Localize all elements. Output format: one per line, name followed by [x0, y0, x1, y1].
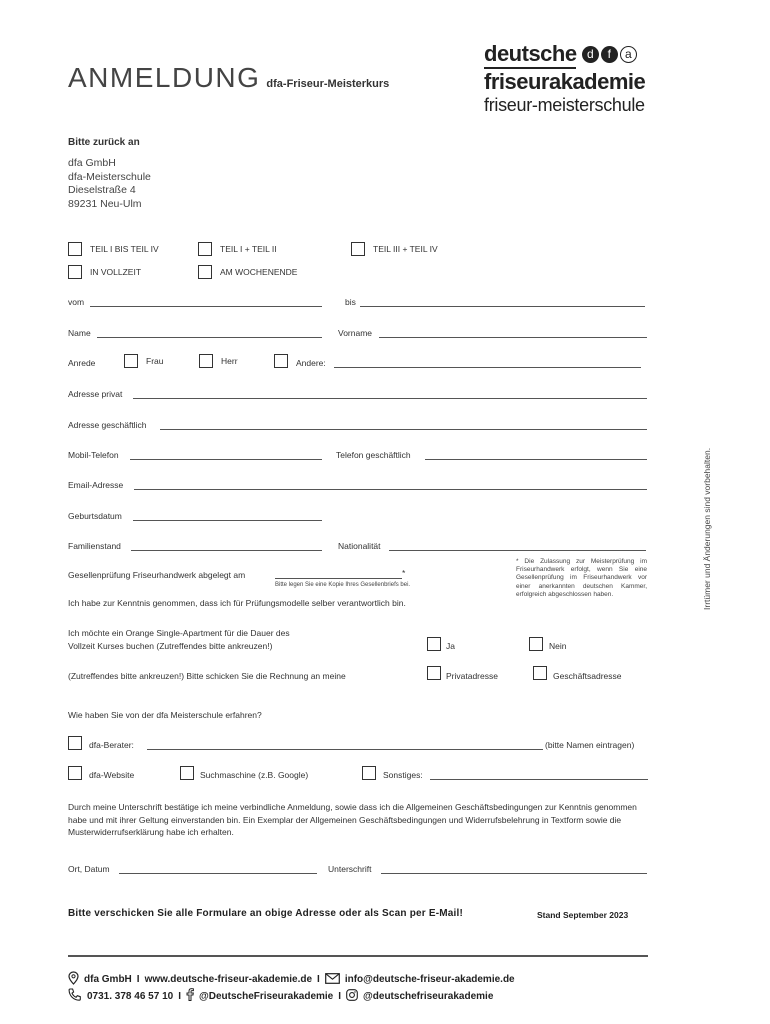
address-line: 89231 Neu-Ulm [68, 197, 142, 210]
footer-phone[interactable]: 0731. 378 46 57 10 [87, 990, 174, 1002]
bis-label: bis [345, 297, 356, 307]
logo-letter-f: f [601, 46, 618, 63]
footer-facebook-link[interactable]: @DeutscheFriseurakademie [198, 990, 334, 1002]
herr-checkbox[interactable] [199, 354, 213, 368]
teil-iii-iv-checkbox[interactable] [351, 242, 365, 256]
andere-label: Andere: [296, 358, 326, 368]
teil-i-ii-label: TEIL I + TEIL II [220, 244, 277, 254]
unterschrift-label: Unterschrift [328, 864, 372, 874]
vorname-field[interactable] [379, 328, 647, 338]
website-checkbox[interactable] [68, 766, 82, 780]
footer-instagram-link[interactable]: @deutschefriseurakademie [363, 990, 494, 1002]
nationalitaet-label: Nationalität [338, 541, 381, 551]
herr-label: Herr [221, 356, 238, 366]
mail-icon [325, 973, 340, 987]
familienstand-field[interactable] [131, 541, 322, 551]
invoice-privat-checkbox[interactable] [427, 666, 441, 680]
email-label: Email-Adresse [68, 480, 124, 490]
footer-email-link[interactable]: info@deutsche-friseur-akademie.de [344, 974, 515, 985]
berater-label: dfa-Berater: [89, 740, 134, 750]
mobil-label: Mobil-Telefon [68, 450, 119, 460]
footer-line-1 [68, 971, 515, 988]
logo-letter-a: a [620, 46, 637, 63]
berater-checkbox[interactable] [68, 736, 82, 750]
footer-separator: I [317, 974, 320, 985]
logo-letter-d: d [582, 46, 599, 63]
mobil-field[interactable] [130, 450, 322, 460]
frau-checkbox[interactable] [124, 354, 138, 368]
gesellenpruefung-label: Gesellenprüfung Friseurhandwerk abgelegt am [68, 570, 246, 580]
sonstiges-label: Sonstiges: [383, 770, 423, 780]
location-pin-icon [68, 971, 79, 988]
kenntnis-text: Ich habe zur Kenntnis genommen, dass ich für Prüfungsmodelle selber verantwortlich bin. [68, 598, 406, 608]
gesellen-hint: Bitte legen Sie eine Kopie Ihres Gesellenbriefs bei. [275, 582, 411, 588]
wochenende-label: AM WOCHENENDE [220, 267, 298, 277]
logo-word-deutsche: deutsche [484, 41, 577, 66]
geburtsdatum-label: Geburtsdatum [68, 511, 122, 521]
dfa-logo [484, 42, 650, 116]
instagram-icon [346, 989, 358, 1004]
teil-i-ii-checkbox[interactable] [198, 242, 212, 256]
side-disclaimer: Irrtümer und Änderungen sind vorbehalten. [702, 447, 712, 610]
logo-word-friseurakademie: friseurakademie [484, 68, 646, 94]
wochenende-checkbox[interactable] [198, 265, 212, 279]
anrede-label: Anrede [68, 358, 96, 368]
address-line: Dieselstraße 4 [68, 184, 136, 196]
website-label: dfa-Website [89, 770, 135, 780]
phone-icon [68, 988, 82, 1004]
nationalitaet-field[interactable] [389, 541, 646, 551]
consent-text: Durch meine Unterschrift bestätige ich meine verbindliche Anmeldung, sowie dass ich die Allgemeinen Geschäftsbedingungen zur Kenntnis genommen habe und mit ihrer Geltung einverstanden bin. Ein Exemplar der Allgemeinen Geschäftsbedingungen und Widerrufsbelehrung in Textform sowie die Musterwiderrufserklärung habe ich erhalten. [68, 802, 637, 837]
invoice-privat-label: Privatadresse [446, 671, 498, 681]
invoice-geschaeft-label: Geschäftsadresse [553, 671, 622, 681]
suchmaschine-checkbox[interactable] [180, 766, 194, 780]
geburtsdatum-field[interactable] [133, 511, 322, 521]
familienstand-label: Familienstand [68, 541, 121, 551]
gesellenpruefung-field[interactable] [275, 569, 402, 579]
footer-line-2 [68, 988, 493, 1004]
adresse-privat-label: Adresse privat [68, 389, 123, 399]
telefon-geschaeftlich-label: Telefon geschäftlich [336, 450, 411, 460]
page-title [68, 62, 389, 94]
footer-divider [68, 955, 648, 957]
adresse-geschaeftlich-label: Adresse geschäftlich [68, 420, 147, 430]
page-subtitle: dfa-Friseur-Meisterkurs [266, 78, 390, 90]
source-question: Wie haben Sie von der dfa Meisterschule erfahren? [68, 710, 262, 720]
footer-separator: I [178, 990, 181, 1002]
footer-separator: I [136, 974, 140, 985]
adresse-privat-field[interactable] [133, 389, 647, 399]
suchmaschine-label: Suchmaschine (z.B. Google) [200, 770, 309, 780]
apartment-line1: Ich möchte ein Orange Single-Apartment für die Dauer des [68, 628, 290, 638]
return-address [68, 157, 151, 211]
berater-hint: (bitte Namen eintragen) [545, 740, 635, 750]
vom-label: vom [68, 297, 85, 307]
name-field[interactable] [97, 328, 322, 338]
vollzeit-label: IN VOLLZEIT [90, 267, 142, 277]
apartment-nein-label: Nein [549, 641, 567, 651]
bis-field[interactable] [360, 297, 645, 307]
email-field[interactable] [134, 480, 647, 490]
address-line: dfa GmbH [68, 157, 116, 169]
footer-website-link[interactable]: www.deutsche-friseur-akademie.de [144, 974, 313, 985]
vom-field[interactable] [90, 297, 322, 307]
address-line: dfa-Meisterschule [68, 170, 151, 183]
berater-field[interactable] [147, 740, 543, 750]
unterschrift-field[interactable] [381, 864, 647, 874]
apartment-nein-checkbox[interactable] [529, 637, 543, 651]
andere-checkbox[interactable] [274, 354, 288, 368]
closing-instruction: Bitte verschicken Sie alle Formulare an obige Adresse oder als Scan per E-Mail! [68, 908, 464, 919]
zulassung-footnote: * Die Zulassung zur Meisterprüfung im Friseurhandwerk erfolgt, wenn Sie eine Gesellenprüfung im Friseurhandwerk vor einer anerkannten deutschen Kammer, erfolgreich abgeschlossen haben. [516, 558, 647, 598]
footer-separator: I [338, 990, 342, 1002]
sonstiges-field[interactable] [430, 770, 648, 780]
teil-i-bis-iv-label: TEIL I BIS TEIL IV [90, 244, 159, 254]
invoice-geschaeft-checkbox[interactable] [533, 666, 547, 680]
return-address-heading: Bitte zurück an [68, 137, 140, 148]
apartment-line2: Vollzeit Kurses buchen (Zutreffendes bitte ankreuzen!) [68, 641, 273, 651]
footer-company: dfa GmbH [84, 974, 132, 985]
apartment-ja-label: Ja [446, 641, 455, 651]
telefon-geschaeftlich-field[interactable] [425, 450, 647, 460]
stand-date: Stand September 2023 [537, 910, 629, 920]
vorname-label: Vorname [338, 328, 373, 338]
sonstiges-checkbox[interactable] [362, 766, 376, 780]
teil-i-bis-iv-checkbox[interactable] [68, 242, 82, 256]
ort-datum-label: Ort, Datum [68, 864, 110, 874]
facebook-icon [186, 988, 194, 1004]
andere-field[interactable] [334, 358, 641, 368]
gesellen-asterisk: * [402, 568, 406, 578]
apartment-ja-checkbox[interactable] [427, 637, 441, 651]
vollzeit-checkbox[interactable] [68, 265, 82, 279]
ort-datum-field[interactable] [119, 864, 317, 874]
logo-word-meisterschule: friseur-meisterschule [484, 94, 645, 115]
invoice-text: (Zutreffendes bitte ankreuzen!) Bitte schicken Sie die Rechnung an meine [68, 671, 346, 681]
name-label: Name [68, 328, 91, 338]
teil-iii-iv-label: TEIL III + TEIL IV [373, 244, 438, 254]
adresse-geschaeftlich-field[interactable] [160, 420, 647, 430]
frau-label: Frau [146, 356, 164, 366]
title-text: ANMELDUNG [68, 62, 261, 93]
